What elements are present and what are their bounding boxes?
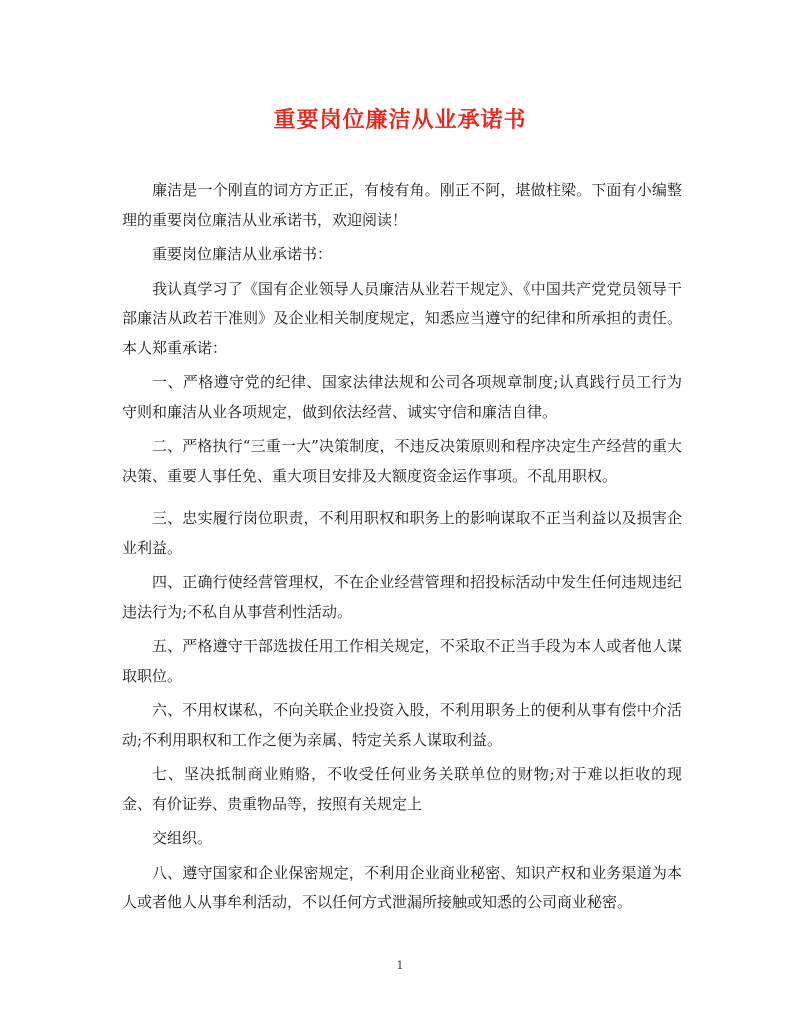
page-number: 1 <box>396 959 404 972</box>
document-body <box>122 176 682 923</box>
paragraph-item-8: 八、遵守国家和企业保密规定，不利用企业商业秘密、知识产权和业务渠道为本人或者他人从事牟利活动，不以任何方式泄漏所接触或知悉的公司商业秘密。 <box>122 863 682 911</box>
paragraph-heading: 重要岗位廉洁从业承诺书： <box>152 245 333 263</box>
paragraph-item-2: 二、严格执行“三重一大”决策制度，不违反决策原则和程序决定生产经营的重大决策、重要人事任免、重大项目安排及大额度资金运作事项。不乱用职权。 <box>122 437 682 485</box>
paragraph-preamble: 我认真学习了《国有企业领导人员廉洁从业若干规定》、《中国共产党党员领导干部廉洁从政若干准则》及企业相关制度规定，知悉应当遵守的纪律和所承担的责任。本人郑重承诺： <box>122 279 682 357</box>
paragraph-item-3: 三、忠实履行岗位职责，不利用职权和职务上的影响谋取不正当利益以及损害企业利益。 <box>122 509 682 557</box>
paragraph-item-6: 六、不用权谋私，不向关联企业投资入股，不利用职务上的便利从事有偿中介活动;不利用职权和工作之便为亲属、特定关系人谋取利益。 <box>122 701 682 749</box>
paragraph-item-7-continued: 交组织。 <box>152 829 213 847</box>
paragraph-item-1: 一、严格遵守党的纪律、国家法律法规和公司各项规章制度;认真践行员工行为守则和廉洁从业各项规定，做到依法经营、诚实守信和廉洁自律。 <box>122 373 682 421</box>
paragraph-item-5: 五、严格遵守干部选拔任用工作相关规定，不采取不正当手段为本人或者他人谋取职位。 <box>122 637 682 685</box>
paragraph-intro: 廉洁是一个刚直的词方方正正，有棱有角。刚正不阿，堪做柱梁。下面有小编整理的重要岗位廉洁从业承诺书，欢迎阅读！ <box>122 181 682 229</box>
paragraph-item-4: 四、正确行使经营管理权，不在企业经营管理和招投标活动中发生任何违规违纪违法行为;不私自从事营利性活动。 <box>122 573 682 621</box>
paragraph-item-7: 七、坚决抵制商业贿赂，不收受任何业务关联单位的财物;对于难以拒收的现金、有价证券、贵重物品等，按照有关规定上 <box>122 765 682 813</box>
document-title: 重要岗位廉洁从业承诺书 <box>273 107 527 133</box>
